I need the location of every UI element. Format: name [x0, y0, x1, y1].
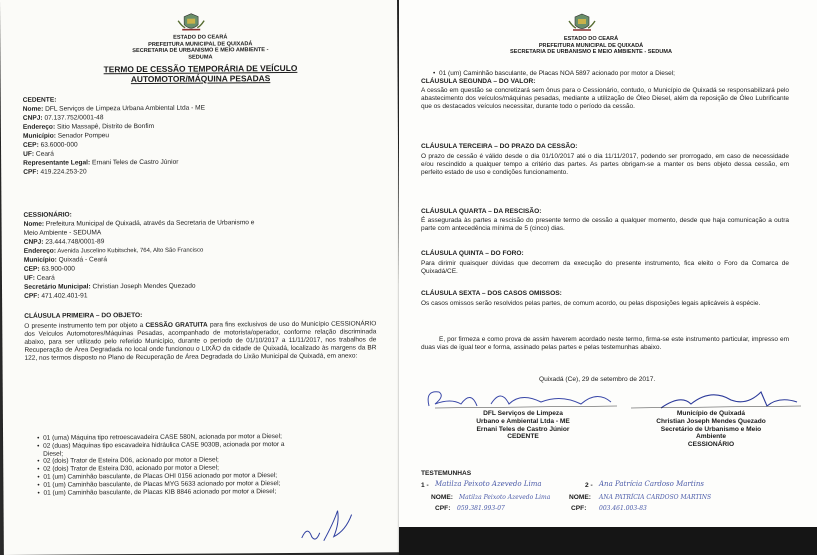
cessionario-heading: CESSIONÁRIO:	[23, 211, 72, 219]
cedente-uf: Ceará	[35, 150, 54, 158]
cedente-cpf: 419.224.253-20	[40, 168, 87, 176]
list-item: • 02 (duas) Máquinas tipo escavadeira hidráulica CASE 9030B, acionada por motor a	[37, 440, 285, 450]
cessionario-cep-row	[24, 265, 75, 274]
witness-2-nome-label: NOME:	[569, 494, 591, 501]
cedente-cnpj: 07.137.752/0001-48	[44, 114, 104, 122]
clausula-quarta-text: É assegurada às partes a rescisão do presente termo de cessão a qualquer momento, desde que haja comunicação a outra parte com antecedência mínima de 5 (cinco) dias.	[421, 217, 789, 233]
cedente-nome-row	[23, 105, 205, 115]
closing-statement: E, por firmeza e como prova de assim haverem acordado neste termo, firma-se este instrumento particular, impresso em duas vias de igual teor e forma, assinado pelas partes e pelas testemunhas abaixo.	[421, 336, 789, 352]
cessionario-nome-line-2: Meio Ambiente - SEDUMA	[23, 229, 102, 237]
initials-signature	[294, 502, 364, 547]
list-item-text: 01 (um) Caminhão basculante, de Placas NOA 5897 acionado por motor a Diesel;	[439, 70, 675, 77]
letterhead	[503, 36, 679, 56]
cessionario-cnpj: 23.444.748/0001-89	[45, 238, 105, 246]
witness-1-signature: Matilza Peixoto Azevedo Lima	[435, 480, 542, 488]
witnesses-heading: TESTEMUNHAS	[421, 470, 472, 477]
list-item-text: 01 (um) Caminhão basculante, de Placas OHI 0156 acionado por motor a Diesel;	[43, 472, 278, 481]
signature-line: Christian Joseph Mendes Quezado	[656, 417, 766, 425]
field-label: CPF:	[24, 292, 40, 300]
field-label: Nome:	[23, 220, 45, 228]
witness-1-nome: Matilza Peixoto Azevedo Lima	[459, 494, 551, 501]
clause-text: para fins exclusivos de uso do Município CESSIONÁRIO dos Veículos Automotores/Máquinas Pesadas, acompanhado de motorista/operador, conforme relação discriminada abaixo, para ser utilizado pelo referido Município, durante o período de 01/10/2017 a 11/11/2017, nos trabalhos de Recuperação de Área Degradada no local onde funcionou o LIXÃO da cidade de Quixadá, localizado às margens da BR 122, nos termos disposto no Plano de Recuperação de Área Degradada do Lixão Municipal de Quixadá, em anexo:	[24, 320, 377, 363]
cedente-signature-block	[423, 410, 623, 441]
clausula-terceira-heading: CLÁUSULA TERCEIRA – DO PRAZO DA CESSÃO:	[421, 143, 578, 150]
cedente-cpf-row	[23, 168, 86, 177]
list-item-text: 02 (dois) Trator de Esteira D06, acionado por motor a Diesel;	[43, 456, 219, 466]
field-label: Endereço:	[22, 123, 56, 131]
witness-1-cpf-label: CPF:	[435, 505, 451, 512]
list-item: • 02 (dois) Trator de Esteira D06, acionado por motor a Diesel;	[37, 456, 219, 466]
cessionario-uf-row	[24, 275, 55, 284]
cedente-cnpj-row	[23, 114, 104, 123]
scan-dark-edge	[399, 527, 817, 555]
state-coat-of-arms-icon	[176, 13, 206, 33]
document-page-left	[0, 0, 401, 555]
cessionario-signature-block	[611, 410, 811, 449]
vehicle-list	[37, 432, 377, 497]
cessionario-secretario: Christian Joseph Mendes Quezado	[92, 282, 196, 291]
clause-text: O presente instrumento tem por objeto a	[24, 321, 146, 330]
list-item: • 01 (um) Caminhão basculante, de Placas OHI 0156 acionado por motor a Diesel;	[37, 472, 278, 481]
clausula-primeira-text	[24, 320, 376, 363]
field-label: Endereço:	[23, 247, 57, 255]
signature-role: CESSIONÁRIO	[687, 441, 735, 449]
prefeitura-name: PREFEITURA MUNICIPAL DE QUIXADÁ	[538, 42, 644, 49]
field-label: Município:	[22, 132, 56, 140]
cedente-municipio-row	[23, 132, 109, 141]
field-label: UF:	[23, 274, 35, 282]
list-item: • 01 (um) Caminhão basculante, de Placas NOA 5897 acionado por motor a Diesel;	[433, 70, 675, 77]
clausula-primeira-heading: CLÁUSULA PRIMEIRA – DO OBJETO:	[24, 312, 143, 320]
field-label: CPF:	[23, 168, 39, 176]
signature-role: CEDENTE	[507, 433, 539, 441]
list-item-text: 02 (dois) Trator de Esteira D30, acionado por motor a Diesel;	[43, 464, 219, 473]
cedente-municipio: Senador Pompeu	[57, 132, 110, 140]
signature-line: Ambiente	[695, 433, 727, 441]
clausula-sexta-heading: CLÁUSULA SEXTA – DOS CASOS OMISSOS:	[421, 290, 562, 297]
cessionario-cep: 63.900-000	[41, 265, 75, 273]
clausula-segunda-text: A cessão em questão se concretizará sem ônus para o Cessionário, contudo, o Município de Quixadá se responsabilizará pelo abastecimento dos veículos/máquinas pesadas, mediante a utilização de Óleo Diesel, além da reposição de Óleo Lubrificante que os destacados veículos necessitar, durante todo o período da cessão.	[421, 87, 789, 111]
cessionario-uf: Ceará	[36, 274, 55, 282]
field-label: CEP:	[22, 141, 39, 149]
cessionario-endereco: Avenida Juscelino Kubitschek, 764, Alto São Francisco	[57, 247, 204, 255]
cedente-endereco-row	[23, 123, 154, 132]
list-item: • 01 (uma) Máquina tipo retroescavadeira CASE 580N, acionada por motor a Diesel;	[37, 433, 282, 442]
signature-line: Secretário de Urbanismo e Meio	[660, 425, 762, 433]
witness-2-number: 2 -	[585, 482, 593, 489]
list-item: • 01 (um) Caminhão basculante, de Placas MYG 5633 acionado por motor a Diesel;	[37, 479, 281, 489]
signature-date: Quixadá (Ce), 29 de setembro de 2017.	[539, 376, 656, 383]
list-item-text: 01 (uma) Máquina tipo retroescavadeira CASE 580N, acionada por motor a Diesel;	[43, 433, 282, 442]
cessionario-nome-row	[24, 219, 255, 229]
cedente-uf-row	[23, 151, 54, 160]
witness-2-nome: ANA PATRÍCIA CARDOSO MARTINS	[599, 494, 712, 501]
clausula-quinta-heading: CLÁUSULA QUINTA – DO FORO:	[421, 250, 524, 257]
cessionario-secretario-row	[24, 283, 196, 293]
clause-emphasis: CESSÃO GRATUITA	[145, 321, 208, 329]
field-label: Secretário Municipal:	[23, 283, 91, 291]
cedente-endereco: Sitio Massapê, Distrito de Bonfim	[56, 122, 155, 131]
witness-1-cpf: 059.381.993-07	[457, 505, 505, 512]
state-name: ESTADO DO CEARÁ	[563, 36, 619, 42]
cessionario-cnpj-row	[24, 238, 105, 247]
witness-2-signature: Ana Patrícia Cardoso Martins	[599, 480, 704, 488]
signature-line: Urbano e Ambiental Ltda - ME	[476, 417, 570, 425]
clausula-sexta-text: Os casos omissos serão resolvidos pelas partes, de comum acordo, ou pelas disposições legais aplicáveis à espécie.	[421, 300, 761, 307]
list-item: • 02 (dois) Trator de Esteira D30, acionado por motor a Diesel;	[37, 464, 219, 473]
secretaria-name: SECRETARIA DE URBANISMO E MEIO AMBIENTE - SEDUMA	[509, 49, 673, 56]
field-label: CNPJ:	[23, 238, 44, 246]
clausula-terceira-text: O prazo de cessão é válido desde o dia 01/10/2017 até o dia 11/11/2017, podendo ser prorrogado, em caso de necessidade e/ou rescindido a qualquer tempo a critério das partes. As partes obrigam-se a manter os bens objeto dessa cessão, em perfeito estado de uso e condições funcionamento.	[421, 153, 789, 177]
field-label: Nome:	[22, 105, 44, 113]
signature-line: Município de Quixadá	[676, 410, 746, 417]
cedente-cep: 63.6000-000	[40, 141, 78, 149]
letterhead	[120, 34, 280, 61]
cessionario-municipio-row	[24, 256, 107, 265]
cedente-heading: CEDENTE:	[22, 96, 57, 104]
field-label: UF:	[23, 150, 35, 158]
list-item-text: Diesel;	[43, 450, 64, 458]
title-line-2: AUTOMOTOR/MÁQUINA PESADAS	[130, 72, 271, 84]
field-label: CEP:	[23, 265, 40, 273]
witness-1-number: 1 -	[421, 482, 429, 489]
state-name: ESTADO DO CEARÁ	[173, 34, 228, 41]
clausula-quarta-heading: CLÁUSULA QUARTA – DA RESCISÃO:	[421, 208, 542, 215]
signature-line: DFL Serviços de Limpeza	[483, 410, 563, 417]
cedente-representante: Ernani Teles de Castro Júnior	[92, 158, 179, 167]
list-item-text: 01 (um) Caminhão basculante, de Placas KIB 8846 acionado por motor a Diesel;	[43, 487, 277, 497]
prefeitura-name: PREFEITURA MUNICIPAL DE QUIXADÁ	[148, 40, 253, 48]
state-coat-of-arms-icon	[567, 13, 597, 33]
cedente-representante-row	[23, 159, 178, 168]
cedente-nome: DFL Serviços de Limpeza Urbana Ambiental Ltda - ME	[45, 104, 206, 113]
list-item-text: 01 (um) Caminhão basculante, de Placas MYG 5633 acionado por motor a Diesel;	[43, 479, 281, 489]
list-item-text: 02 (duas) Máquinas tipo escavadeira hidráulica CASE 9030B, acionada por motor a	[43, 440, 285, 450]
clausula-quinta-text: Para dirimir quaisquer dúvidas que decorrem da execução do presente instrumento, fica eleito o Foro da Comarca de Quixadá/CE.	[421, 260, 789, 276]
document-title	[40, 63, 360, 84]
cessionario-nome: Prefeitura Municipal de Quixadá, através da Secretaria de Urbanismo e	[45, 219, 255, 228]
witness-2-cpf-label: CPF:	[571, 505, 587, 512]
field-label: Representante Legal:	[23, 159, 91, 167]
document-page-right	[399, 0, 817, 555]
list-item: • 01 (um) Caminhão basculante, de Placas KIB 8846 acionado por motor a Diesel;	[37, 487, 277, 497]
clausula-segunda-heading: CLÁUSULA SEGUNDA – DO VALOR:	[421, 78, 536, 85]
signature-line: Ernani Teles de Castro Júnior	[476, 425, 570, 433]
cedente-cep-row	[23, 141, 78, 150]
cessionario-cpf-row	[24, 292, 87, 301]
cessionario-cpf: 471.402.401-91	[41, 292, 88, 300]
secretaria-name: SECRETARIA DE URBANISMO E MEIO AMBIENTE - SEDUMA	[132, 47, 269, 61]
witness-1-nome-label: NOME:	[431, 494, 453, 501]
title-line-1: TERMO DE CESSÃO TEMPORÁRIA DE VEÍCULO	[103, 62, 298, 75]
witness-2-cpf: 003.461.003-83	[599, 505, 647, 512]
cessionario-endereco-row	[24, 247, 204, 257]
field-label: Município:	[23, 256, 57, 264]
field-label: CNPJ:	[22, 114, 43, 122]
cessionario-municipio: Quixadá - Ceará	[58, 256, 108, 264]
